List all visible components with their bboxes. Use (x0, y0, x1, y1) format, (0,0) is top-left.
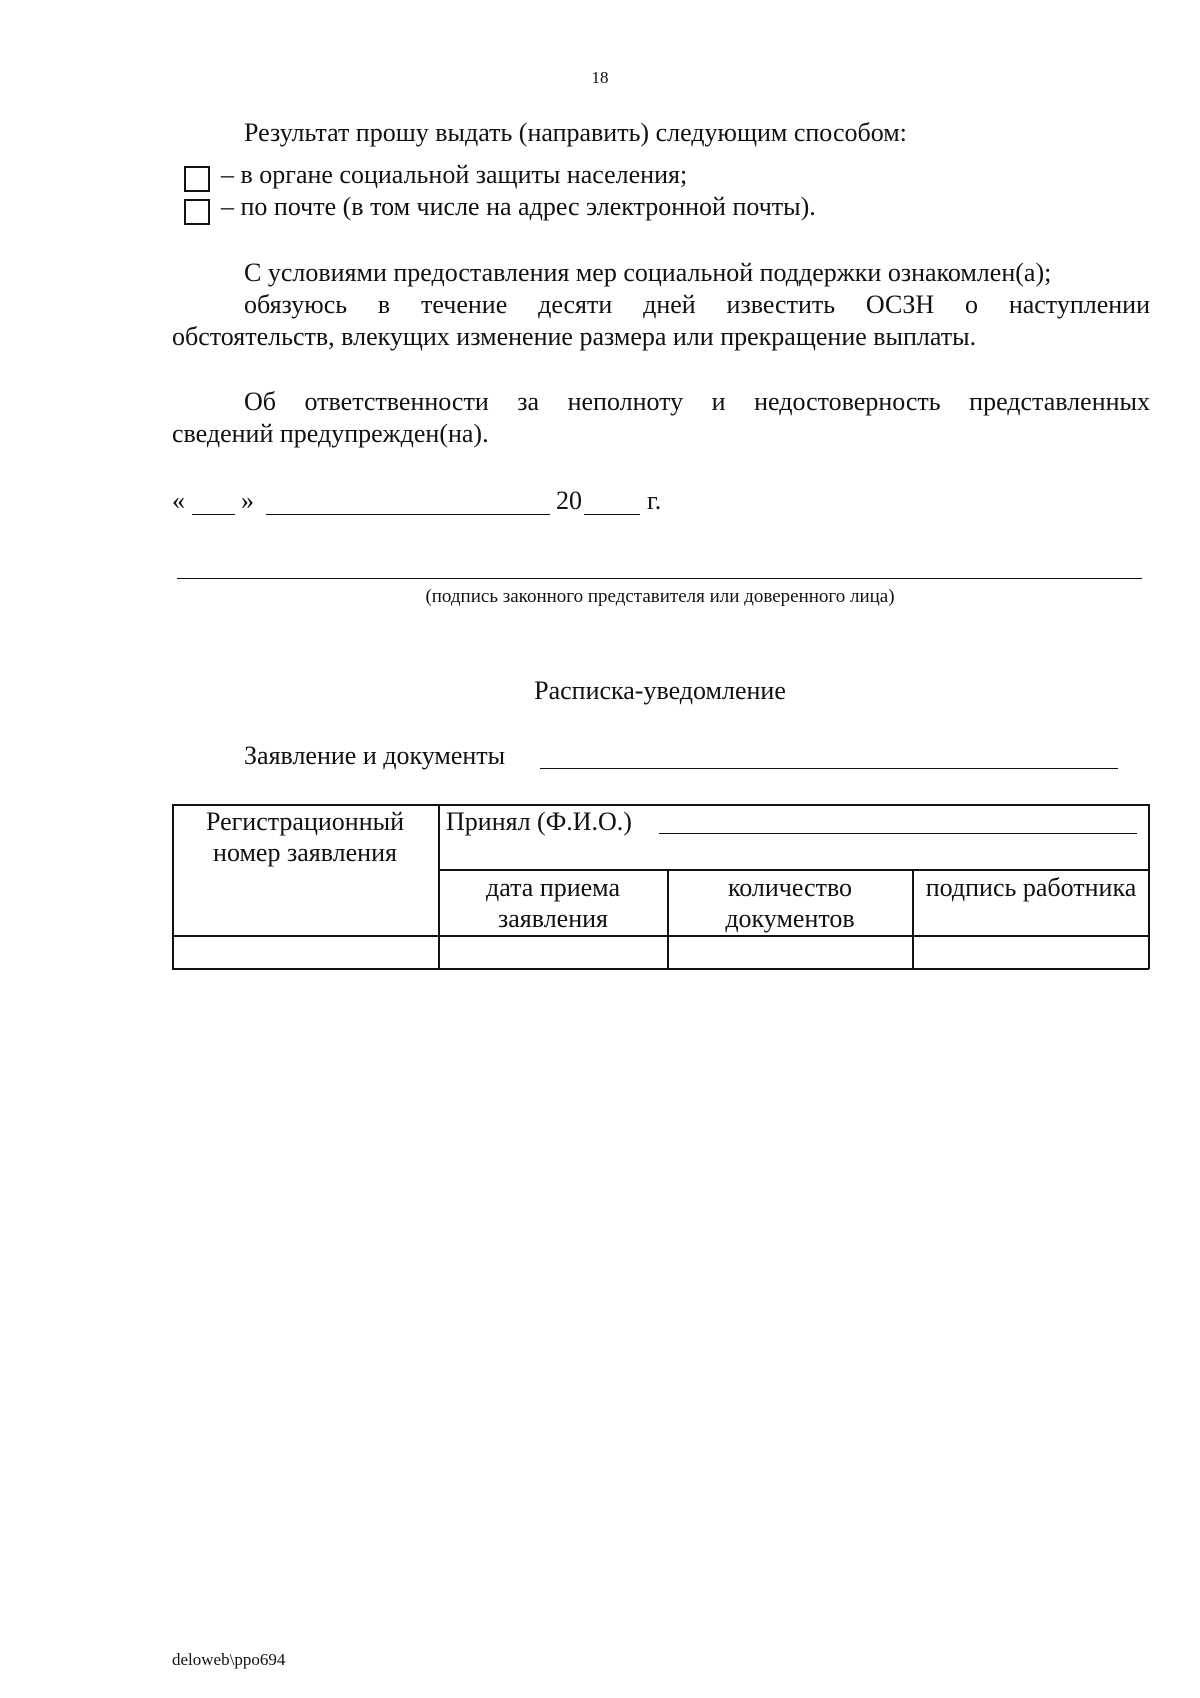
table-border-bottom (172, 968, 1149, 970)
receipt-title: Расписка-уведомление (534, 676, 786, 705)
date-year-prefix: 20 (556, 486, 582, 515)
date-open-quote: « (172, 486, 185, 515)
date-year-suffix: г. (647, 486, 662, 515)
table-accepted-label: Принял (Ф.И.О.) (446, 807, 632, 836)
date-day-field[interactable] (192, 514, 235, 515)
receipt-docs-label: Заявление и документы (244, 741, 506, 770)
date-close-quote: » (241, 486, 254, 515)
table-header-date: дата приема заявления (486, 873, 620, 933)
delivery-option-mail-checkbox[interactable] (184, 199, 210, 225)
signature-caption: (подпись законного представителя или доверенного лица) (425, 586, 895, 607)
responsibility-line-2: сведений предупрежден(на). (172, 419, 489, 448)
delivery-intro: Результат прошу выдать (направить) следующим способом: (244, 118, 907, 147)
signature-field[interactable] (177, 578, 1142, 579)
table-header-employee-signature: подпись работника (925, 873, 1137, 902)
table-header-doc-count: количество документов (725, 873, 855, 933)
table-cell-doc-count[interactable] (669, 937, 911, 967)
date-month-field[interactable] (266, 514, 550, 515)
table-cell-reg-number[interactable] (174, 937, 437, 967)
acknowledgement-line-1: С условиями предоставления мер социальной поддержки ознакомлен(а); (244, 258, 1052, 287)
receipt-docs-field[interactable] (540, 768, 1118, 769)
table-cell-date[interactable] (440, 937, 666, 967)
page-number: 18 (591, 68, 609, 87)
table-header-reg-number: Регистрационный номер заявления (205, 807, 405, 867)
table-accepted-name-field[interactable] (659, 833, 1137, 834)
delivery-option-office-checkbox[interactable] (184, 166, 210, 192)
responsibility-line-1: Об ответственности за неполноту и недостоверность представленных (244, 387, 1150, 416)
footer-doc-id: deloweb\ppo694 (172, 1650, 286, 1669)
acknowledgement-line-2: обязуюсь в течение десяти дней известить ОСЗН о наступлении (244, 290, 1150, 319)
table-border-right (1148, 804, 1150, 969)
delivery-option-office-label: – в органе социальной защиты населения; (221, 160, 688, 189)
table-divider-row-header (438, 869, 1149, 871)
table-cell-employee-signature[interactable] (914, 937, 1147, 967)
acknowledgement-line-3: обстоятельств, влекущих изменение размера или прекращение выплаты. (172, 322, 977, 351)
delivery-option-mail-label: – по почте (в том числе на адрес электронной почты). (221, 192, 816, 221)
date-year-field[interactable] (584, 514, 640, 515)
